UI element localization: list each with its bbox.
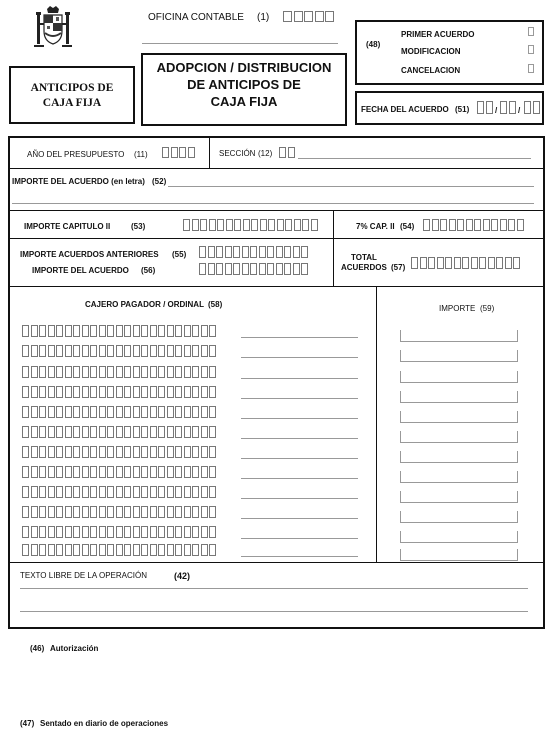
cashier-name-line[interactable] <box>241 398 358 399</box>
authorization-code: (46) <box>30 644 45 653</box>
coat-of-arms-logo <box>33 5 73 49</box>
cashier-ordinal-boxes[interactable] <box>22 325 218 337</box>
left-title-box <box>9 66 135 124</box>
free-text-line-2[interactable] <box>20 611 528 612</box>
importe-field[interactable] <box>400 491 518 503</box>
office-underline <box>142 43 338 44</box>
chapter-label: IMPORTE CAPITULO II <box>24 222 111 231</box>
current-agreement-boxes[interactable] <box>199 263 310 275</box>
importe-field[interactable] <box>400 431 518 443</box>
cashier-importe-divider <box>376 286 377 562</box>
prev-total-divider <box>333 238 334 286</box>
cancelacion-checkbox[interactable] <box>528 64 534 73</box>
date-year-boxes[interactable] <box>524 101 541 114</box>
amount-text-line-2[interactable] <box>12 203 534 204</box>
cashier-ordinal-boxes[interactable] <box>22 345 218 357</box>
cashier-name-line[interactable] <box>241 538 358 539</box>
primer-acuerdo-checkbox[interactable] <box>528 27 534 36</box>
budget-year-boxes[interactable] <box>162 147 196 158</box>
cashier-name-line[interactable] <box>241 518 358 519</box>
importe-field[interactable] <box>400 531 518 543</box>
authorization-label: Autorización <box>50 644 99 653</box>
budget-section-divider <box>209 138 210 168</box>
importe-field[interactable] <box>400 350 518 362</box>
agreement-date-code: (51) <box>455 105 470 114</box>
amount-text-code: (52) <box>152 177 167 186</box>
center-title-line-1: ADOPCION / DISTRIBUCION <box>156 60 332 75</box>
chapter-pct-divider <box>333 210 334 238</box>
journal-code: (47) <box>20 719 35 728</box>
office-label: OFICINA CONTABLE <box>148 12 244 23</box>
modificacion-checkbox[interactable] <box>528 45 534 54</box>
row-divider-4 <box>9 286 544 287</box>
cashier-ordinal-boxes[interactable] <box>22 466 218 478</box>
current-agreement-label: IMPORTE DEL ACUERDO <box>32 266 129 275</box>
chapter-code: (53) <box>131 222 146 231</box>
budget-year-code: (11) <box>134 150 148 159</box>
cashier-ordinal-boxes[interactable] <box>22 526 218 538</box>
date-month-boxes[interactable] <box>500 101 517 114</box>
section-boxes[interactable] <box>279 147 296 158</box>
free-text-line-1[interactable] <box>20 588 528 589</box>
importe-field[interactable] <box>400 391 518 403</box>
option-modificacion: MODIFICACION <box>401 47 461 56</box>
left-title-line-2: CAJA FIJA <box>42 97 102 109</box>
cashier-label: CAJERO PAGADOR / ORDINAL <box>85 300 204 309</box>
agreement-type-code: (48) <box>366 40 381 49</box>
chapter-amount-boxes[interactable] <box>183 219 319 231</box>
importe-label: IMPORTE <box>439 304 476 313</box>
cashier-name-line[interactable] <box>241 556 358 557</box>
amount-text-line-1[interactable] <box>168 186 534 187</box>
pct-amount-boxes[interactable] <box>423 219 525 231</box>
date-sep-1: / <box>495 106 498 115</box>
total-label-1: TOTAL <box>351 253 377 262</box>
cashier-name-line[interactable] <box>241 378 358 379</box>
section-label: SECCIÓN <box>219 149 256 158</box>
pct-label: 7% CAP. II <box>356 222 395 231</box>
cashier-name-line[interactable] <box>241 357 358 358</box>
cashier-name-line[interactable] <box>241 418 358 419</box>
cashier-name-line[interactable] <box>241 337 358 338</box>
free-text-code: (42) <box>174 571 191 581</box>
cashier-ordinal-boxes[interactable] <box>22 506 218 518</box>
importe-code: (59) <box>480 304 495 313</box>
cashier-ordinal-boxes[interactable] <box>22 366 218 378</box>
importe-field[interactable] <box>400 451 518 463</box>
row-divider-5 <box>9 562 544 563</box>
amount-text-label: IMPORTE DEL ACUERDO (en letra) <box>12 177 145 186</box>
cashier-ordinal-boxes[interactable] <box>22 486 218 498</box>
date-sep-2: / <box>518 106 521 115</box>
office-code-boxes[interactable] <box>283 11 336 22</box>
office-code: (1) <box>257 12 270 23</box>
budget-year-label: AÑO DEL PRESUPUESTO <box>27 150 125 159</box>
prev-agreements-code: (55) <box>172 250 187 259</box>
importe-field[interactable] <box>400 471 518 483</box>
agreement-date-label: FECHA DEL ACUERDO <box>361 105 449 114</box>
free-text-label: TEXTO LIBRE DE LA OPERACIÓN <box>20 571 147 580</box>
prev-agreements-label: IMPORTE ACUERDOS ANTERIORES <box>20 250 159 259</box>
cashier-name-line[interactable] <box>241 438 358 439</box>
pct-code: (54) <box>400 222 415 231</box>
center-title-line-3: CAJA FIJA <box>210 94 278 109</box>
total-agreements-boxes[interactable] <box>411 257 522 269</box>
cashier-name-line[interactable] <box>241 458 358 459</box>
row-divider-3 <box>9 238 544 239</box>
prev-agreements-boxes[interactable] <box>199 246 310 258</box>
importe-field[interactable] <box>400 511 518 523</box>
importe-field[interactable] <box>400 330 518 342</box>
current-agreement-code: (56) <box>141 266 156 275</box>
cashier-ordinal-boxes[interactable] <box>22 406 218 418</box>
total-label-2: ACUERDOS <box>341 263 387 272</box>
option-cancelacion: CANCELACION <box>401 66 461 75</box>
option-primer-acuerdo: PRIMER ACUERDO <box>401 30 475 39</box>
importe-field[interactable] <box>400 549 518 561</box>
cashier-ordinal-boxes[interactable] <box>22 426 218 438</box>
cashier-ordinal-boxes[interactable] <box>22 446 218 458</box>
importe-field[interactable] <box>400 411 518 423</box>
row-divider-1 <box>9 168 544 169</box>
importe-field[interactable] <box>400 371 518 383</box>
center-title-line-2: DE ANTICIPOS DE <box>187 77 301 92</box>
cashier-name-line[interactable] <box>241 478 358 479</box>
cashier-ordinal-boxes[interactable] <box>22 386 218 398</box>
journal-label: Sentado en diario de operaciones <box>40 719 169 728</box>
cashier-name-line[interactable] <box>241 498 358 499</box>
section-underline <box>298 158 531 159</box>
section-code: (12) <box>258 149 273 158</box>
date-day-boxes[interactable] <box>477 101 494 114</box>
total-code: (57) <box>391 263 406 272</box>
left-title-line-1: ANTICIPOS DE <box>30 82 114 94</box>
cashier-ordinal-boxes[interactable] <box>22 544 218 556</box>
row-divider-2 <box>9 210 544 211</box>
cashier-code: (58) <box>208 300 223 309</box>
